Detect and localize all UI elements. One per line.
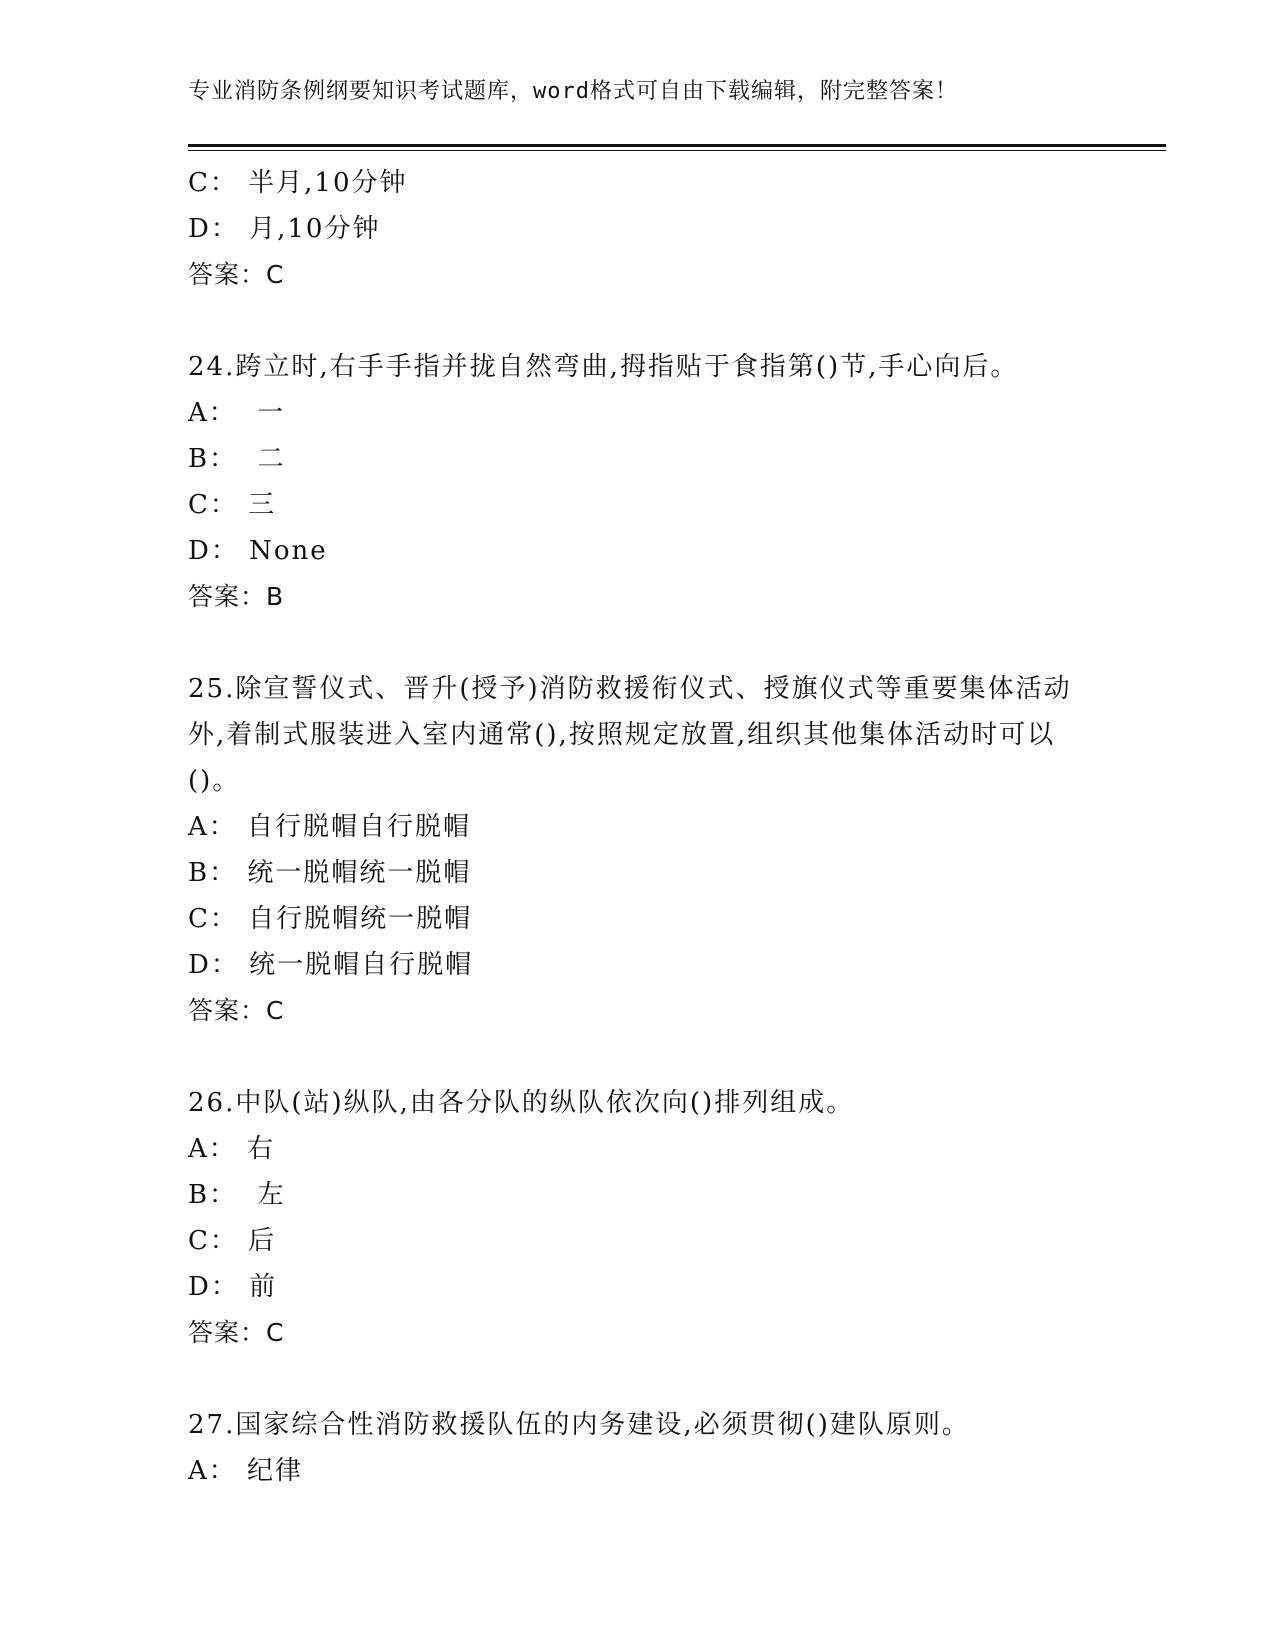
option-a: A： 一	[188, 398, 286, 428]
header-divider	[188, 144, 1166, 147]
question-24	[188, 344, 1138, 620]
page-header: 专业消防条例纲要知识考试题库，word格式可自由下载编辑，附完整答案！	[188, 79, 958, 104]
option-c: C： 三	[188, 490, 277, 520]
answer: 答案：C	[188, 996, 285, 1025]
option-c: C： 自行脱帽统一脱帽	[188, 904, 473, 934]
question-text: 25.除宣誓仪式、晋升(授予)消防救援衔仪式、授旗仪式等重要集体活动外,着制式服装进入室内通常(),按照规定放置,组织其他集体活动时可以()。	[188, 674, 1072, 796]
question-23-continued	[188, 160, 1138, 298]
question-text: 24.跨立时,右手手指并拢自然弯曲,拇指贴于食指第()节,手心向后。	[188, 352, 1019, 382]
option-a: A： 右	[188, 1134, 276, 1164]
option-c: C： 半月,10分钟	[188, 168, 408, 198]
option-b: B： 统一脱帽统一脱帽	[188, 858, 472, 888]
option-d: D： None	[188, 536, 328, 566]
question-text: 26.中队(站)纵队,由各分队的纵队依次向()排列组成。	[188, 1088, 855, 1118]
option-a: A： 自行脱帽自行脱帽	[188, 812, 472, 842]
question-27	[188, 1402, 1138, 1494]
question-25	[188, 666, 1138, 1034]
answer: 答案：C	[188, 1318, 285, 1347]
question-26	[188, 1080, 1138, 1356]
question-text: 27.国家综合性消防救援队伍的内务建设,必须贯彻()建队原则。	[188, 1410, 970, 1440]
option-c: C： 后	[188, 1226, 277, 1256]
question-list	[188, 160, 1138, 1540]
option-b: B： 二	[188, 444, 286, 474]
option-a: A： 纪律	[188, 1456, 304, 1486]
option-d: D： 月,10分钟	[188, 214, 381, 244]
answer: 答案：B	[188, 582, 285, 611]
option-b: B： 左	[188, 1180, 286, 1210]
answer: 答案：C	[188, 260, 285, 289]
option-d: D： 统一脱帽自行脱帽	[188, 950, 474, 980]
header-divider-thin	[188, 150, 1166, 151]
option-d: D： 前	[188, 1272, 278, 1302]
